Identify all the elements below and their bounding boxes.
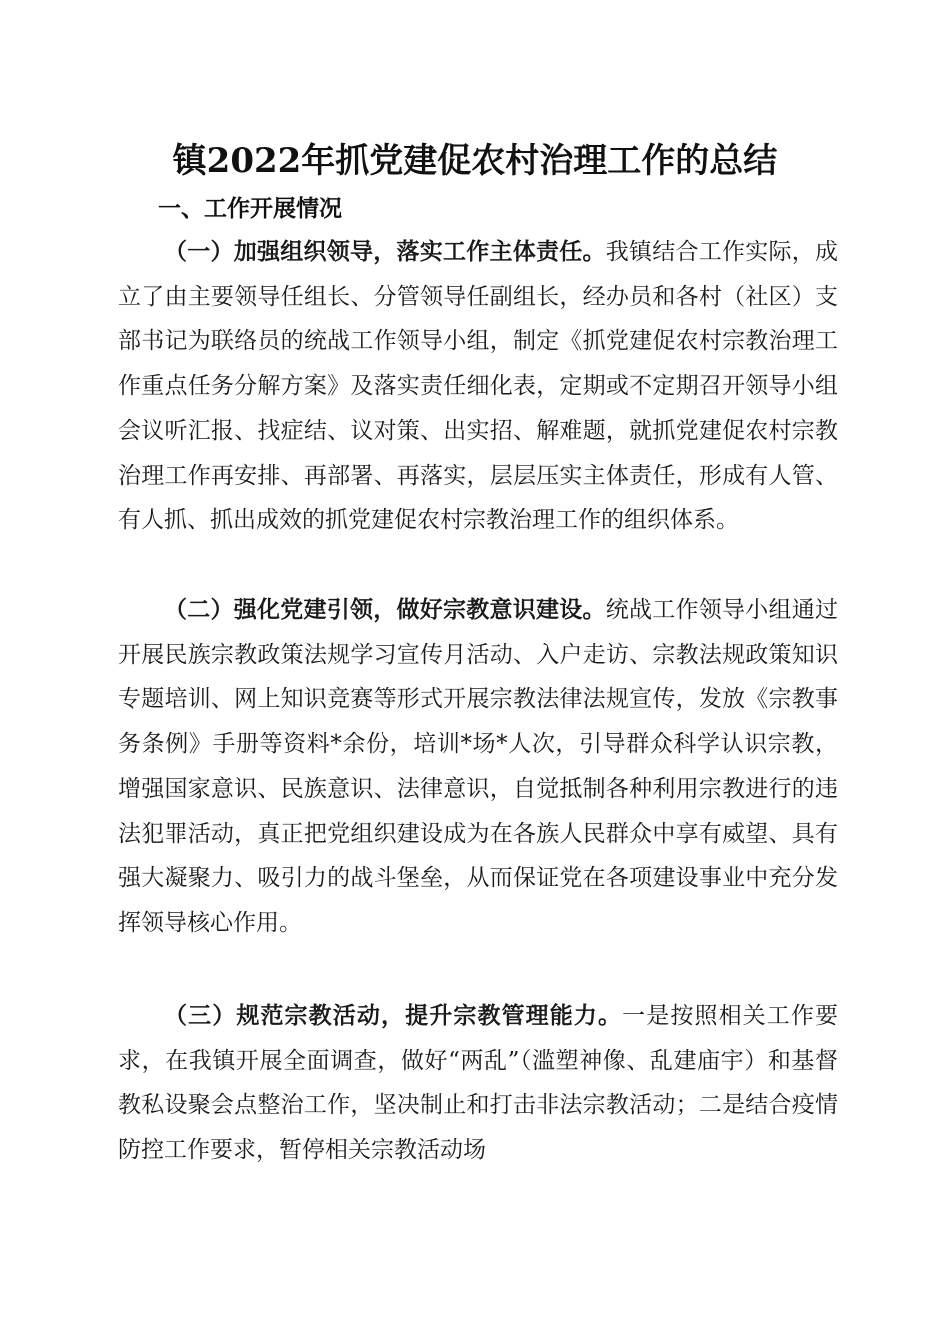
paragraph-1 <box>118 230 838 543</box>
document-title: 镇2022年抓党建促农村治理工作的总结 <box>172 141 778 181</box>
paragraph-3-text <box>118 994 838 1173</box>
paragraph-1-body: 我镇结合工作实际，成立了由主要领导任组长、分管领导任副组长，经办员和各村（社区）支部书记为联络员的统战工作领导小组，制定《抓党建促农村宗教治理工作重点任务分解方案》及落实责任细化表，定期或不定期召开领导小组会议听汇报、找症结、议对策、出实招、解难题，就抓党建促农村宗教治理工作再安排、再部署、再落实，层层压实主体责任，形成有人管、有人抓、抓出成效的抓党建促农村宗教治理工作的组织体系。 <box>118 239 838 534</box>
paragraph-2-lead: （二）强化党建引领，做好宗教意识建设。 <box>164 596 606 623</box>
paragraph-2-body: 统战工作领导小组通过开展民族宗教政策法规学习宣传月活动、入户走访、宗教法规政策知识专题培训、网上知识竞赛等形式开展宗教法律法规宣传，发放《宗教事务条例》手册等资料*余份，培训*场*人次，引导群众科学认识宗教，增强国家意识、民族意识、法律意识，自觉抵制各种利用宗教进行的违法犯罪活动，真正把党组织建设成为在各族人民群众中享有威望、具有强大凝聚力、吸引力的战斗堡垒，从而保证党在各项建设事业中充分发挥领导核心作用。 <box>118 597 838 936</box>
section-heading: 一、工作开展情况 <box>158 196 342 222</box>
paragraph-3-body: 一是按照相关工作要求，在我镇开展全面调查，做好“两乱”（滥塑神像、乱建庙宇）和基督教私设聚会点整治工作，坚决制止和打击非法宗教活动；二是结合疫情防控工作要求，暂停相关宗教活动场 <box>118 1003 839 1164</box>
paragraph-2 <box>118 588 838 946</box>
paragraph-1-text <box>118 230 838 543</box>
paragraph-3 <box>118 994 838 1173</box>
paragraph-1-lead: （一）加强组织领导，落实工作主体责任。 <box>164 238 606 265</box>
paragraph-3-lead: （三）规范宗教活动，提升宗教管理能力。 <box>164 1002 623 1029</box>
paragraph-2-text <box>118 588 838 946</box>
